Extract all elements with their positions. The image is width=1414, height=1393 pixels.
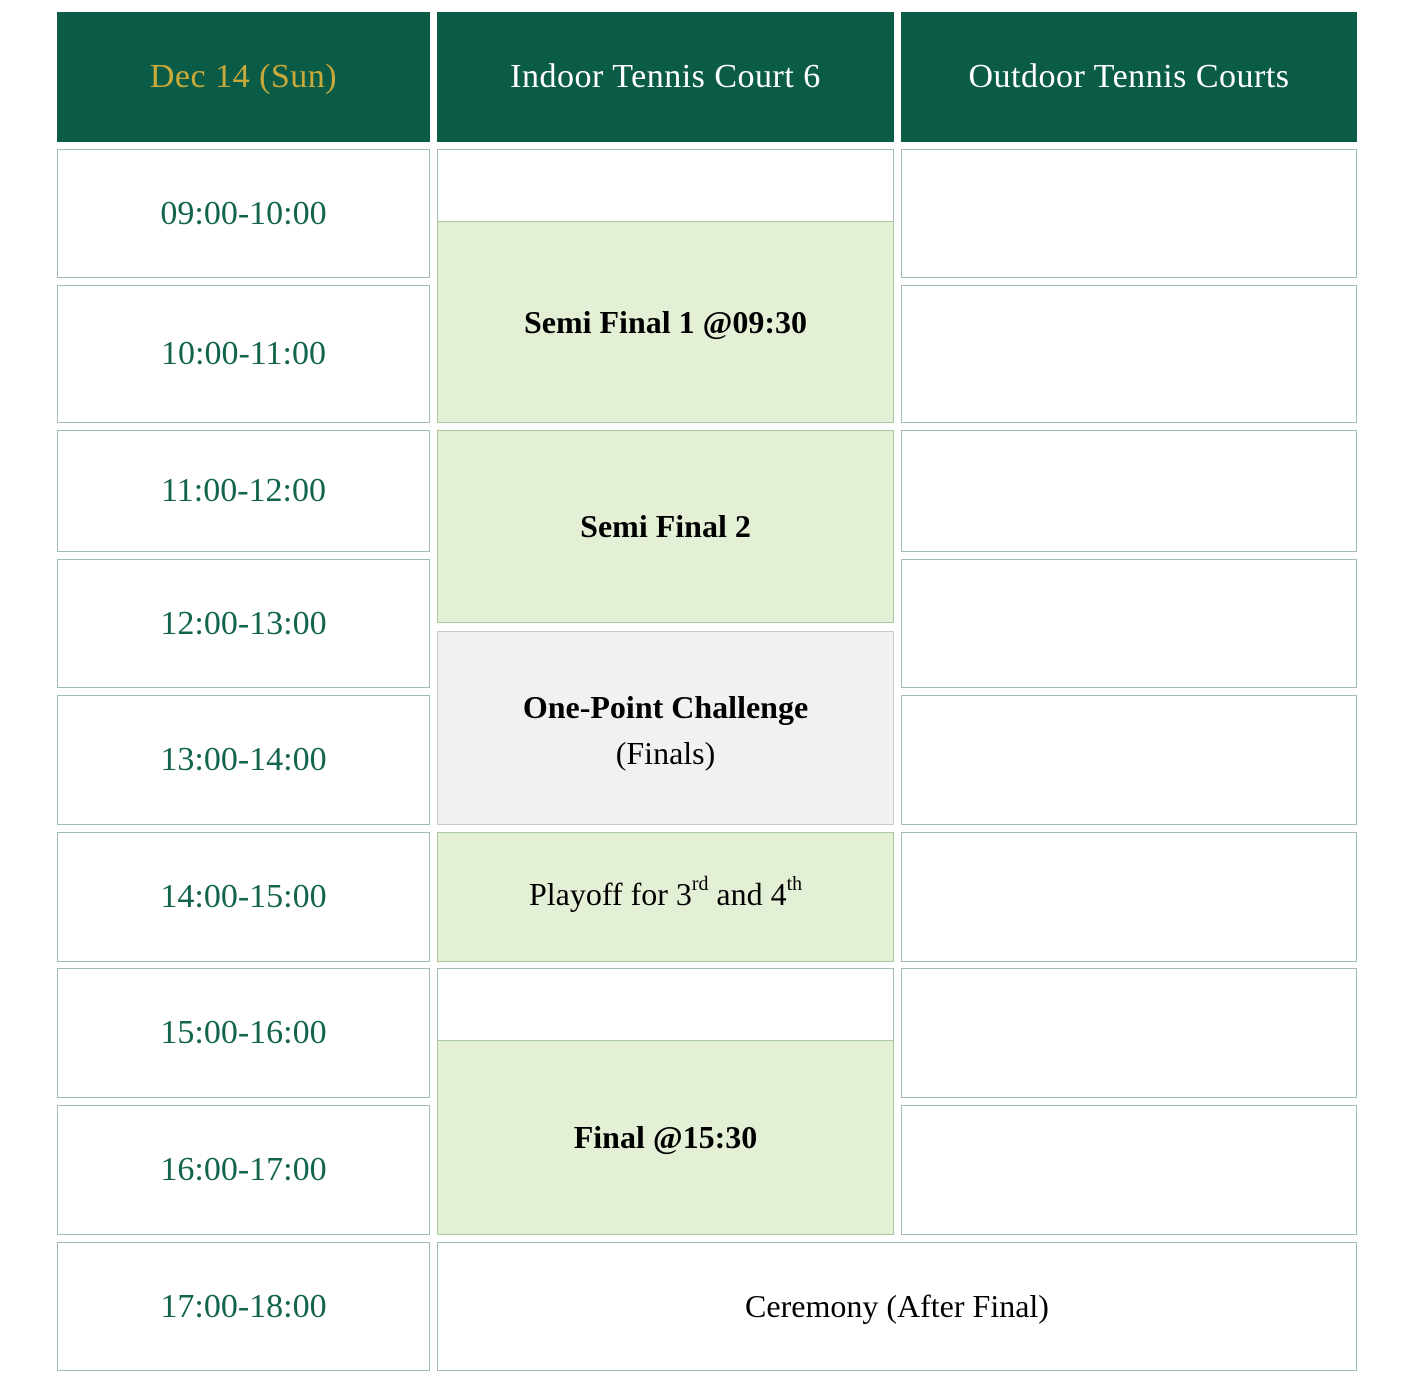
outdoor-empty-slot <box>901 149 1357 278</box>
time-slot-label: 15:00-16:00 <box>160 1014 327 1051</box>
ceremony-event <box>437 1242 1357 1371</box>
playoff-label: Playoff for 3rd and 4th <box>528 873 803 912</box>
time-slot-label: 13:00-14:00 <box>160 741 327 778</box>
time-slot <box>57 149 430 278</box>
one-point-challenge-subtitle: (Finals) <box>615 735 716 771</box>
time-slot <box>57 430 430 552</box>
playoff-event <box>437 832 894 962</box>
indoor-empty-slot <box>437 149 894 222</box>
time-slot <box>57 695 430 825</box>
semi-final-2-event <box>437 430 894 623</box>
time-slot <box>57 968 430 1098</box>
date-header <box>57 12 430 142</box>
final-event <box>437 1040 894 1235</box>
time-slot-label: 17:00-18:00 <box>160 1287 327 1325</box>
outdoor-empty-slot <box>901 559 1357 688</box>
ceremony-label: Ceremony (After Final) <box>745 1288 1049 1325</box>
time-slot-label: 14:00-15:00 <box>160 878 327 915</box>
one-point-challenge-event <box>437 631 894 825</box>
final-label: Final @15:30 <box>573 1119 758 1156</box>
time-slot <box>57 832 430 962</box>
time-slot <box>57 559 430 688</box>
time-slot-label: 12:00-13:00 <box>160 604 327 642</box>
time-slot <box>57 1242 430 1371</box>
one-point-challenge-title: One-Point Challenge <box>522 688 809 725</box>
outdoor-empty-slot <box>901 1105 1357 1235</box>
indoor-court-header <box>437 12 894 142</box>
outdoor-courts-header-label: Outdoor Tennis Courts <box>968 58 1290 95</box>
outdoor-empty-slot <box>901 695 1357 825</box>
time-slot <box>57 1105 430 1235</box>
outdoor-courts-header <box>901 12 1357 142</box>
outdoor-empty-slot <box>901 430 1357 552</box>
time-slot-label: 10:00-11:00 <box>161 335 326 372</box>
indoor-empty-slot <box>437 968 894 1041</box>
time-slot-label: 16:00-17:00 <box>160 1151 327 1188</box>
outdoor-empty-slot <box>901 968 1357 1098</box>
semi-final-2-label: Semi Final 2 <box>580 508 751 545</box>
time-slot-label: 11:00-12:00 <box>161 472 326 509</box>
outdoor-empty-slot <box>901 285 1357 423</box>
semi-final-1-label: Semi Final 1 @09:30 <box>523 303 808 340</box>
outdoor-empty-slot <box>901 832 1357 962</box>
semi-final-1-event <box>437 221 894 423</box>
indoor-court-header-label: Indoor Tennis Court 6 <box>510 58 821 95</box>
time-slot-label: 09:00-10:00 <box>160 194 327 232</box>
date-header-label: Dec 14 (Sun) <box>149 58 338 95</box>
time-slot <box>57 285 430 423</box>
